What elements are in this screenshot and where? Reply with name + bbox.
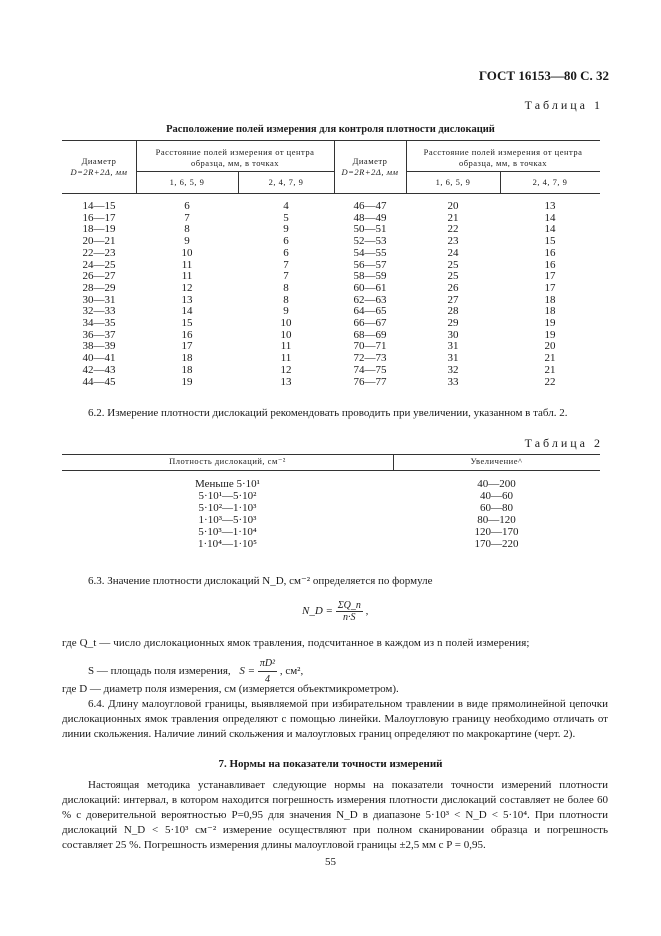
col-diameter-formula-2: D=2R+2Δ, мм [341, 167, 399, 177]
where-d: где D — диаметр поля измерения, см (измеряется объектмикрометром). [62, 683, 399, 695]
table2-label: Таблица 2 [524, 436, 603, 450]
col-distance-label-4: образца, мм, в точках [458, 158, 548, 168]
subcol-a: 1, 6, 5, 9 [169, 177, 205, 187]
table1-cell-dist-b: 6 [283, 246, 289, 259]
table1-cell-dist-c: 31 [447, 340, 459, 353]
area-tail: , см², [279, 665, 304, 678]
col-distance-label-2: образца, мм, в точках [190, 158, 280, 168]
table2-cell-magnification: 80—120 [477, 514, 516, 526]
col-diameter-label-2: Диаметр [352, 156, 388, 166]
table1-cell-dist-d: 14 [544, 211, 556, 224]
table1-cell-dist-c: 23 [447, 235, 459, 248]
table1-cell-diameter-2: 66—67 [353, 317, 387, 329]
table1-cell-dist-a: 11 [181, 270, 193, 283]
table1-cell-dist-a: 10 [181, 246, 193, 259]
table1-cell-dist-a: 9 [184, 235, 190, 248]
table1-cell-diameter: 30—31 [82, 293, 116, 306]
table1-cell-dist-d: 21 [544, 363, 556, 376]
table1-cell-dist-b: 4 [283, 200, 289, 212]
table1-cell-dist-d: 17 [544, 281, 556, 294]
table1-cell-dist-a: 14 [181, 305, 193, 318]
table1-cell-dist-d: 13 [544, 200, 556, 212]
table1-cell-diameter-2: 46—47 [353, 200, 387, 212]
table1-cell-diameter: 42—43 [82, 363, 116, 376]
table2-cell-density: 5·10³—1·10⁴ [198, 526, 257, 538]
table2-col-density: Плотность дислокаций, см⁻² [169, 456, 286, 466]
table1-cell-diameter-2: 74—75 [353, 363, 387, 376]
table1-cell-dist-c: 28 [447, 305, 459, 318]
col-distance-label-1: Расстояние полей измерения от центра [155, 147, 315, 157]
table1-cell-diameter: 16—17 [82, 211, 116, 224]
table1-cell-dist-c: 24 [447, 246, 459, 259]
area-eq: S = [239, 665, 256, 678]
table1-cell-dist-c: 22 [447, 223, 459, 236]
table1-cell-dist-d: 22 [544, 375, 556, 388]
table1-cell-diameter-2: 56—57 [353, 258, 387, 271]
table1-cell-dist-d: 18 [544, 293, 556, 306]
formula-lhs: N_D = [302, 605, 333, 618]
subcol-d: 2, 4, 7, 9 [532, 177, 568, 187]
table2-col-magnification: Увеличение^ [470, 456, 523, 466]
table1-cell-diameter: 44—45 [82, 375, 116, 388]
paragraph-6-4: 6.4. Длину малоугловой границы, выявляемой при избирательном травлении в виде прямолинейной цепочки дислокационных ямок травления определяют с помощью линейки. Малоугловую границу необходимо отличать от линии скольжения. Наличие линий скольжения и малоугловых границ определяют по макрокартине (черт. 2). [62, 698, 608, 740]
formula-numerator: ΣQ_n [337, 600, 361, 611]
table1-cell-dist-d: 17 [544, 270, 556, 283]
table1-cell-dist-d: 20 [544, 340, 556, 353]
table1-cell-dist-a: 18 [181, 363, 193, 376]
table1-cell-dist-b: 9 [283, 305, 289, 318]
table2-cell-density: 5·10²—1·10³ [198, 502, 257, 514]
table1-cell-diameter: 36—37 [82, 328, 116, 341]
table1-cell-dist-a: 11 [181, 258, 193, 271]
table1-cell-dist-a: 19 [181, 375, 193, 388]
table1-cell-dist-a: 6 [184, 200, 190, 212]
table1-cell-dist-b: 10 [280, 328, 292, 341]
table1-cell-dist-d: 14 [544, 223, 556, 236]
table1-cell-diameter-2: 50—51 [353, 223, 387, 236]
table1-cell-diameter: 22—23 [82, 246, 116, 259]
formula-tail: , [365, 605, 369, 618]
table1-cell-diameter: 38—39 [82, 340, 116, 353]
table1-cell-dist-a: 16 [181, 328, 193, 341]
paragraph-6-2: 6.2. Измерение плотности дислокаций рекомендовать проводить при увеличении, указанном в табл. 2. [88, 407, 568, 419]
table1-cell-diameter: 24—25 [82, 258, 116, 271]
table1-cell-dist-d: 19 [544, 328, 556, 341]
table1-cell-dist-d: 16 [544, 246, 556, 259]
table2-cell-magnification: 170—220 [474, 538, 519, 550]
table2-cell-magnification: 60—80 [480, 502, 513, 514]
table1-cell-dist-b: 9 [283, 223, 289, 236]
table1-cell-diameter-2: 52—53 [353, 235, 387, 248]
table1-cell-dist-a: 18 [181, 352, 193, 365]
table1-cell-dist-c: 26 [447, 281, 459, 294]
table1-cell-dist-b: 13 [280, 375, 292, 388]
table1-cell-diameter-2: 68—69 [353, 328, 387, 341]
table1-cell-dist-c: 21 [447, 211, 459, 224]
table1-cell-dist-b: 10 [280, 317, 292, 329]
table2-cell-density: 1·10⁴—1·10⁵ [198, 538, 257, 550]
table1-cell-diameter: 26—27 [82, 270, 116, 283]
table1-cell-diameter-2: 76—77 [353, 375, 387, 388]
table1-cell-dist-c: 27 [447, 293, 459, 306]
table1-title: Расположение полей измерения для контроля плотности дислокаций [166, 124, 495, 135]
area-numerator: πD² [258, 656, 277, 672]
table1-cell-dist-a: 8 [184, 223, 190, 236]
table1-cell-dist-b: 11 [280, 340, 292, 353]
table1-cell-dist-a: 12 [181, 281, 193, 294]
table2-cell-density: Меньше 5·10¹ [195, 478, 260, 490]
table1-cell-diameter-2: 62—63 [353, 293, 387, 306]
table2-cell-density: 1·10³—5·10³ [198, 514, 257, 526]
table1-cell-dist-b: 11 [280, 352, 292, 365]
paragraph-6-3-lead: 6.3. Значение плотности дислокаций N_D, см⁻² определяется по формуле [88, 575, 433, 587]
table1-cell-dist-d: 21 [544, 352, 556, 365]
table1-cell-diameter: 40—41 [82, 352, 116, 365]
table1-cell-diameter-2: 48—49 [353, 211, 387, 224]
area-label: S — площадь поля измерения, [88, 665, 231, 678]
table1-cell-diameter-2: 72—73 [353, 352, 387, 365]
table1-cell-dist-b: 6 [283, 235, 289, 248]
table1-cell-dist-c: 32 [447, 363, 459, 376]
formula-denominator: n·S [343, 612, 356, 623]
table2-cell-magnification: 120—170 [474, 526, 519, 538]
page-number: 55 [325, 856, 336, 868]
table1-cell-dist-b: 12 [280, 363, 292, 376]
table1-cell-diameter: 14—15 [82, 200, 116, 212]
table1-cell-diameter: 20—21 [82, 235, 116, 248]
table1-cell-dist-b: 7 [283, 258, 289, 271]
table2-cell-magnification: 40—200 [477, 478, 516, 490]
table1-cell-dist-a: 17 [181, 340, 193, 353]
table1-cell-dist-a: 7 [184, 211, 190, 224]
table1-cell-dist-d: 18 [544, 305, 556, 318]
col-distance-label-3: Расстояние полей измерения от центра [423, 147, 583, 157]
area-denominator: 4 [264, 674, 270, 685]
table1-cell-dist-c: 25 [447, 270, 459, 283]
subcol-c: 1, 6, 5, 9 [435, 177, 471, 187]
section7-title: 7. Нормы на показатели точности измерений [218, 758, 443, 770]
table1-cell-dist-c: 33 [447, 375, 459, 388]
table1-cell-dist-b: 7 [283, 270, 289, 283]
table1-cell-diameter: 34—35 [82, 317, 116, 329]
table1-cell-diameter: 18—19 [82, 223, 116, 236]
section7-text: Настоящая методика устанавливает следующие нормы на показатели точности измерений плотности дислокаций: интервал, в котором находится погрешность измерения плотности дислокаций составляет не более 60 % с доверительной вероятностью P=0,95 для значения N_D в диапазоне 5·10³ < N_D < 5·10⁴. При плотности дислокаций N_D < 5·10³ см⁻² измерение осуществляют при полном сканировании образца и погрешность составляет 25 %. Погрешность измерения длины малоугловой границы ±2,5 мм с P = 0,95. [62, 779, 608, 851]
where-q: где Q_t — число дислокационных ямок травления, подсчитанное в каждом из n полей измерения; [62, 637, 530, 649]
subcol-b: 2, 4, 7, 9 [268, 177, 304, 187]
table1-cell-diameter: 32—33 [82, 305, 116, 318]
table1-cell-dist-c: 31 [447, 352, 459, 365]
density-formula [302, 600, 368, 623]
table1-cell-dist-a: 15 [181, 317, 193, 329]
table1-label: Таблица 1 [524, 98, 603, 112]
table1-cell-dist-d: 15 [544, 235, 556, 248]
table1-cell-dist-a: 13 [181, 293, 193, 306]
table1-cell-dist-d: 19 [544, 317, 556, 329]
col-diameter-label: Диаметр [81, 156, 117, 166]
table1-cell-dist-b: 5 [283, 211, 289, 224]
table1-cell-diameter: 28—29 [82, 281, 116, 294]
table1-cell-diameter-2: 70—71 [353, 340, 387, 353]
table1-cell-dist-c: 29 [447, 317, 459, 329]
table2-cell-density: 5·10¹—5·10² [198, 490, 257, 502]
table1-cell-dist-b: 8 [283, 281, 289, 294]
table1-cell-dist-c: 20 [447, 200, 459, 212]
table1-cell-dist-b: 8 [283, 293, 289, 306]
table1-cell-dist-c: 30 [447, 328, 459, 341]
document-header: ГОСТ 16153—80 С. 32 [478, 68, 609, 83]
table1-cell-dist-c: 25 [447, 258, 459, 271]
table1-cell-diameter-2: 60—61 [353, 281, 387, 294]
table1-cell-diameter-2: 64—65 [353, 305, 387, 318]
table1-cell-diameter-2: 58—59 [353, 270, 387, 283]
table2-cell-magnification: 40—60 [480, 490, 513, 502]
table1-cell-dist-d: 16 [544, 258, 556, 271]
table1-cell-diameter-2: 54—55 [353, 246, 387, 259]
col-diameter-formula: D=2R+2Δ, мм [70, 167, 128, 177]
